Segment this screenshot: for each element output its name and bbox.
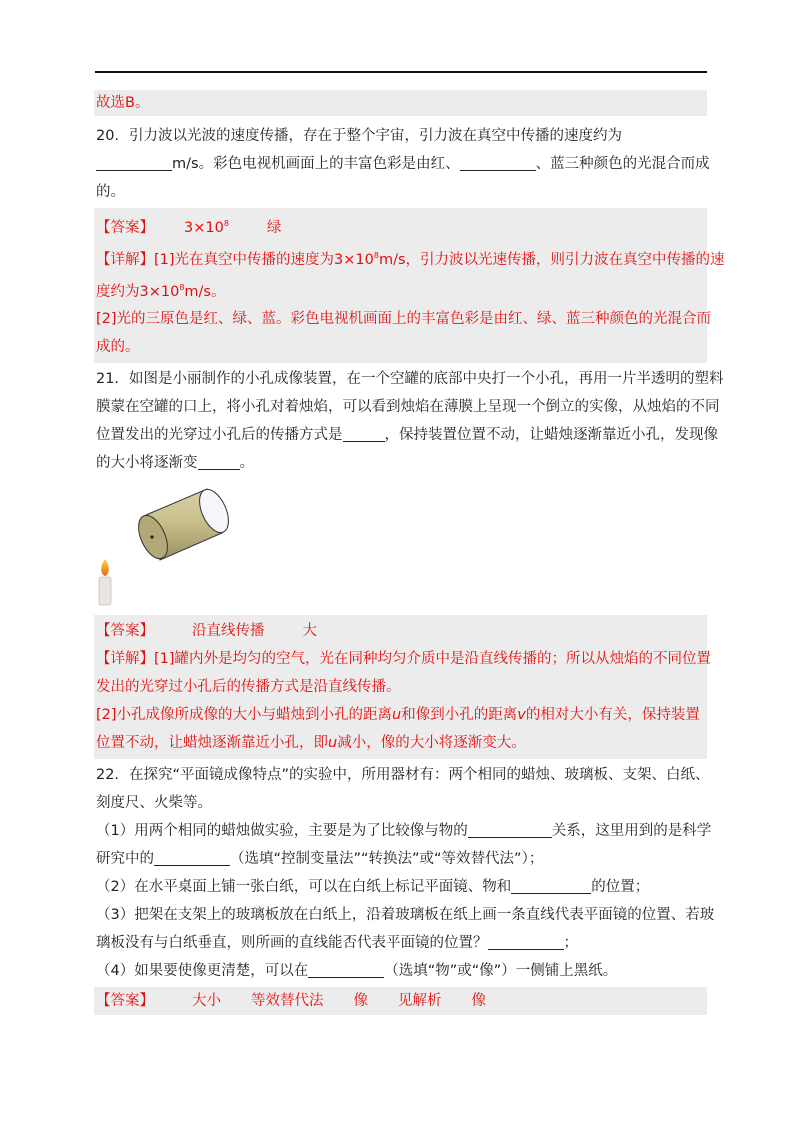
q21-answer-2: 大 [302, 623, 317, 640]
q20-detail-1a-text: [1]光在真空中传播的速度为3×10 [154, 251, 374, 268]
q20-blank-2 [460, 152, 536, 171]
q22-solution [94, 987, 707, 1015]
q20-unit-text: m/s。彩色电视机画面上的丰富色彩是由红、 [172, 156, 460, 172]
q22-answer-2: 等效替代法 [251, 993, 324, 1010]
header-rule [95, 71, 707, 73]
q20-detail-2b: 成的。 [96, 339, 140, 356]
document-page [94, 90, 725, 1015]
answer-tag: 【答案】 [96, 993, 154, 1010]
question-20 [94, 122, 710, 206]
q20-detail-2a: [2]光的三原色是红、绿、蓝。彩色电视机画面上的丰富色彩是由红、绿、蓝三种颜色的光混合而 [96, 311, 712, 328]
q20-detail-1a-exponent: 8 [373, 250, 379, 260]
q21-detail-2a-text-2: 和像到小孔的距离 [401, 707, 518, 724]
q20-detail-1b-exponent: 8 [179, 282, 185, 292]
candle [99, 559, 111, 605]
q21-detail-1b: 发出的光穿过小孔后的传播方式是沿直线传播。 [96, 679, 401, 696]
q21-line4-text-a: 的大小将逐渐变 [96, 455, 198, 472]
q22-part-2a-text: （2）在水平桌面上铺一张白纸，可以在白纸上标记平面镜、物和 [96, 879, 512, 896]
q21-solution [94, 615, 712, 759]
q22-stem-line1: 22．在探究“平面镜成像特点”的实验中，所用器材有：两个相同的蜡烛、玻璃板、支架、白纸、 [96, 767, 710, 784]
q22-part-3b [94, 929, 707, 957]
q21-answer-1: 沿直线传播 [192, 623, 265, 640]
prev-answer: 故选B。 [94, 90, 707, 116]
q21-stem-line2: 膜蒙在空罐的口上，将小孔对着烛焰，可以看到烛焰在薄膜上呈现一个倒立的实像，从烛焰的不同 [96, 399, 720, 416]
q22-part-3c-text: ； [563, 935, 578, 952]
question-22 [94, 761, 715, 985]
q20-stem-line2 [94, 150, 710, 178]
q21-detail-2a-text-3: 的相对大小有关，保持装置 [525, 707, 700, 724]
q21-detail-2a-v: v [517, 707, 526, 724]
q22-part-1a [94, 817, 712, 845]
q21-stem-line4 [94, 449, 707, 477]
q21-line4-text-b: 。 [239, 455, 254, 472]
q22-part-2b-text: 的位置； [591, 879, 650, 896]
q22-part-1b [94, 845, 707, 873]
q21-stem-line3 [94, 421, 718, 449]
q21-detail-1a-text: [1]罐内外是均匀的空气，光在同种均匀介质中是沿直线传播的；所以从烛焰的不同位置 [154, 651, 712, 668]
q21-detail-1a [94, 645, 712, 673]
q21-detail-2a [94, 701, 707, 729]
q21-detail-2b-text-2: 减小，像的大小将逐渐变大。 [337, 735, 526, 752]
q20-answer-1-exponent: 8 [223, 219, 229, 228]
q20-answer [94, 210, 707, 242]
pinhole [150, 536, 153, 539]
q21-answer [94, 617, 707, 645]
q20-stem-line1: 20．引力波以光波的速度传播，存在于整个宇宙，引力波在真空中传播的速度约为 [96, 128, 622, 144]
q21-detail-2b-u: u [328, 735, 338, 752]
pinhole-camera-figure [94, 477, 707, 615]
q22-blank-2 [154, 847, 230, 866]
q21-detail-2a-text-1: [2]小孔成像所成像的大小与蜡烛到小孔的距离 [96, 707, 393, 724]
q20-answer-1: 3×10 [184, 219, 224, 236]
q20-detail-1b [94, 274, 707, 306]
q22-blank-1 [468, 819, 552, 838]
q21-line3-text-a: 位置发出的光穿过小孔后的传播方式是 [96, 427, 343, 444]
detail-tag: 【详解】 [96, 251, 154, 268]
answer-tag: 【答案】 [96, 219, 154, 236]
q20-answer-2: 绿 [266, 219, 282, 236]
q22-part-4a-text: （4）如果要使像更清楚，可以在 [96, 963, 309, 980]
q22-part-4b-text: （选填“物”或“像”）一侧铺上黑纸。 [384, 963, 618, 980]
q20-blank-1 [96, 152, 172, 171]
q20-tail-text: 、蓝三种颜色的光混合而成 [535, 156, 710, 172]
q21-line3-text-b: ，保持装置位置不动，让蜡烛逐渐靠近小孔，发现像 [384, 427, 718, 444]
can-body [133, 486, 235, 564]
q22-answer-1: 大小 [192, 993, 221, 1010]
q22-answer [94, 987, 707, 1015]
q22-answer-4: 见解析 [398, 993, 442, 1010]
q21-detail-2b-text-1: 位置不动，让蜡烛逐渐靠近小孔，即 [96, 735, 328, 752]
q22-answer-3: 像 [353, 993, 368, 1010]
q22-stem-line2: 刻度尺、火柴等。 [96, 795, 212, 812]
q21-blank-2 [198, 451, 240, 470]
q22-part-1a-text: （1）用两个相同的蜡烛做实验，主要是为了比较像与物的 [96, 823, 468, 840]
q20-detail-1b-text: 度约为3×10 [96, 283, 180, 300]
q22-blank-3 [511, 875, 591, 894]
q21-stem-line1: 21．如图是小丽制作的小孔成像装置，在一个空罐的底部中央打一个小孔，再用一片半透明的塑料 [96, 371, 724, 388]
q22-part-2 [94, 873, 707, 901]
q20-detail-1a [94, 242, 725, 274]
q22-answer-5: 像 [471, 993, 486, 1010]
q22-part-3b-text: 璃板没有与白纸垂直，则所画的直线能否代表平面镜的位置？ [96, 935, 488, 952]
q22-part-1d-text: （选填“控制变量法”“转换法”或“等效替代法”）； [230, 851, 544, 868]
detail-tag: 【详解】 [96, 651, 154, 668]
q21-detail-2b [94, 729, 707, 757]
q21-blank-1 [343, 423, 385, 442]
q20-solution [94, 208, 725, 363]
q22-part-3a: （3）把架在支架上的玻璃板放在白纸上，沿着玻璃板在纸上画一条直线代表平面镜的位置、若玻 [96, 907, 715, 924]
q22-part-1b-text: 关系，这里用到的是科学 [551, 823, 712, 840]
q22-blank-5 [308, 959, 384, 978]
q22-blank-4 [488, 931, 564, 950]
q22-part-4 [94, 957, 707, 985]
q21-detail-2a-u: u [392, 707, 402, 724]
pinhole-camera-illustration [94, 477, 294, 615]
q20-detail-1b-tail: m/s。 [184, 283, 226, 300]
question-21 [94, 365, 724, 477]
answer-tag: 【答案】 [96, 623, 154, 640]
q20-detail-1a-tail: m/s，引力波以光速传播，则引力波在真空中传播的速 [378, 251, 725, 268]
q20-stem-line3: 的。 [96, 184, 125, 200]
q22-part-1c-text: 研究中的 [96, 851, 154, 868]
